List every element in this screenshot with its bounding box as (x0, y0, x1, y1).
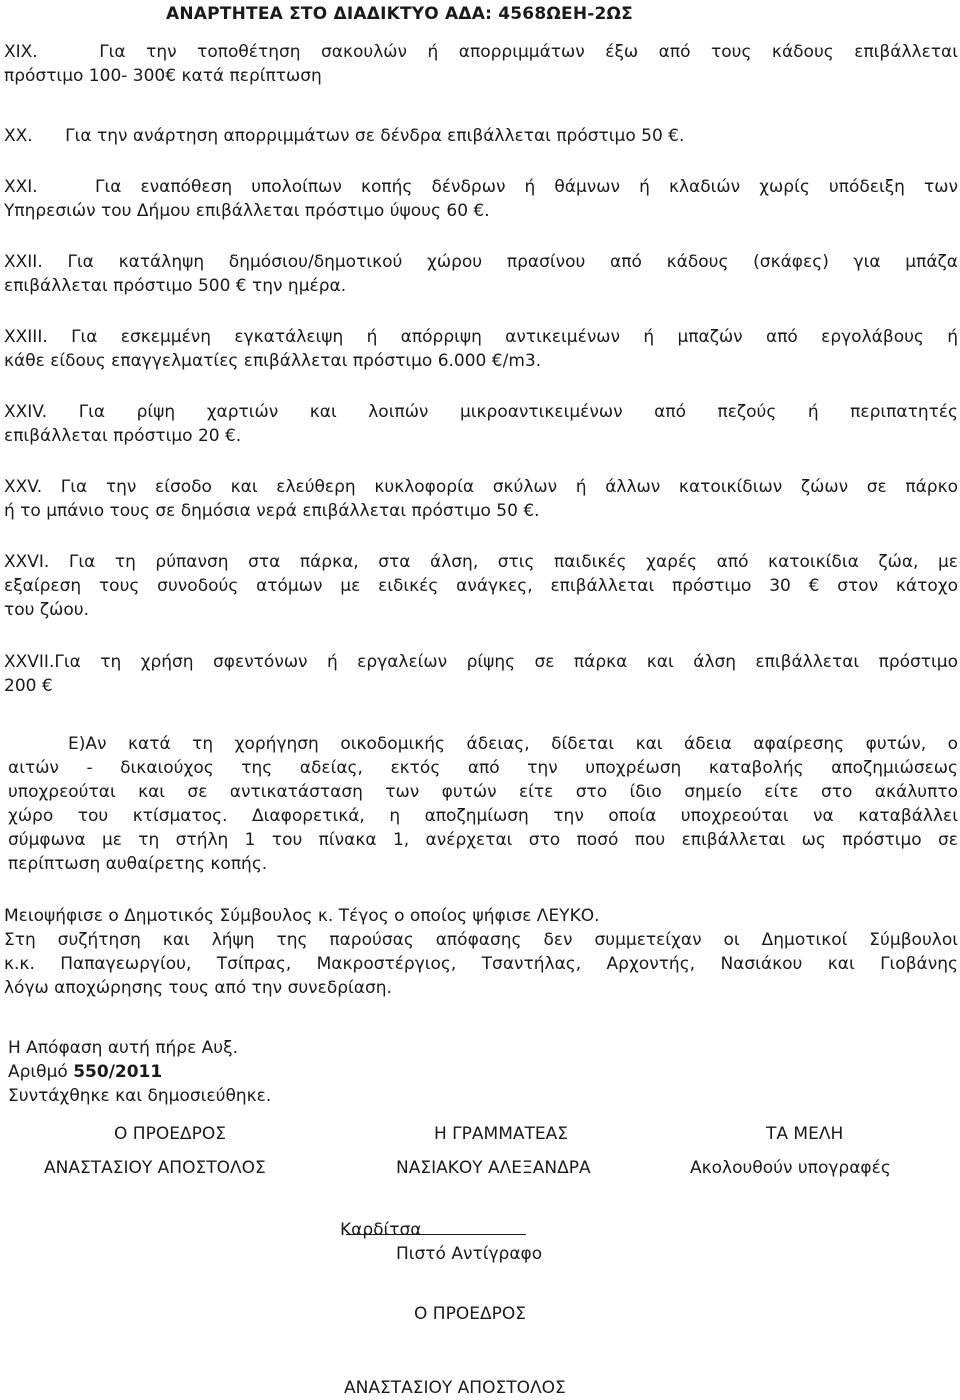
item-number: XX. (4, 126, 33, 146)
item-xix (4, 40, 958, 88)
item-text: Για ρίψη χαρτιών και λοιπών μικροαντικειμένων από πεζούς ή περιπατητές (78, 402, 959, 422)
members-note: Ακολουθούν υπογραφές (690, 1158, 891, 1178)
item-xx (4, 124, 958, 148)
item-xxv (4, 475, 958, 523)
item-number: XXII. (4, 252, 43, 272)
paragraph-e-line3: υποχρεούται και σε αντικατάσταση των φυτών είτε στο ίδιο σημείο είτε στο ακάλυπτο (8, 782, 958, 802)
item-xxiii-line2: κάθε είδους επαγγελματίες επιβάλλεται πρόστιμο 6.000 €/m3. (4, 351, 542, 371)
paragraph-e-line2: αιτών - δικαιούχος της αδείας, εκτός από την υποχρέωση καταβολής αποζημιώσεως (8, 758, 958, 778)
paragraph-e-line6: περίπτωση αυθαίρετης κοπής. (8, 854, 268, 874)
certification-title: Ο ΠΡΟΕΔΡΟΣ (414, 1304, 526, 1324)
item-xxvi-line3: του ζώου. (4, 600, 89, 620)
item-number: XXVI. (4, 552, 50, 572)
vote-line4: λόγω αποχώρησης τους από την συνεδρίαση. (4, 978, 392, 998)
item-xxiv-line2: επιβάλλεται πρόστιμο 20 €. (4, 426, 242, 446)
document-header: ΑΝΑΡΤΗΤΕΑ ΣΤΟ ΔΙΑΔΙΚΤΥΟ ΑΔΑ: 4568ΩΕΗ-2ΩΣ (166, 4, 633, 24)
item-xx-line1 (4, 124, 958, 148)
item-xxvi-line2: εξαίρεση τους συνοδούς ατόμων με ειδικές ανάγκες, επιβάλλεται πρόστιμο 30 € στον κάτοχο (4, 576, 958, 596)
item-number: XXIV. (4, 402, 48, 422)
item-text: Για την τοποθέτηση σακουλών ή απορριμμάτων έξω από τους κάδους επιβάλλεται (99, 42, 958, 62)
item-text: Για τη χρήση σφεντόνων ή εργαλείων ρίψης σε πάρκα και άλση επιβάλλεται πρόστιμο (54, 652, 958, 672)
item-text: Για εναπόθεση υπολοίπων κοπής δένδρων ή θάμνων ή κλαδιών χωρίς υπόδειξη των (94, 177, 958, 197)
item-xxi-line2: Υπηρεσιών του Δήμου επιβάλλεται πρόστιμο ύψους 60 €. (4, 201, 490, 221)
item-xix-line1 (4, 40, 958, 64)
item-text: Για την ανάρτηση απορριμμάτων σε δένδρα επιβάλλεται πρόστιμο 50 €. (65, 126, 685, 146)
decision-number-label: Αριθμό (8, 1062, 68, 1082)
item-xxiii (4, 325, 958, 373)
item-xxv-line1 (4, 475, 958, 499)
president-name: ΑΝΑΣΤΑΣΙΟΥ ΑΠΟΣΤΟΛΟΣ (44, 1158, 266, 1178)
vote-line2: Στη συζήτηση και λήψη της παρούσας απόφασης δεν συμμετείχαν οι Δημοτικοί Σύμβουλοι (4, 930, 958, 950)
item-xxiv (4, 400, 958, 448)
item-xxi-line1 (4, 175, 958, 199)
paragraph-e (8, 732, 958, 876)
item-xxiv-line1 (4, 400, 958, 424)
decision-number-line (8, 1060, 271, 1084)
vote-line1: Μειοψήφισε ο Δημοτικός Σύμβουλος κ. Τέγος ο οποίος ψήφισε ΛΕΥΚΟ. (4, 906, 600, 926)
item-number: XXVII. (4, 652, 55, 672)
item-xxii-line2: επιβάλλεται πρόστιμο 500 € την ημέρα. (4, 276, 347, 296)
decision-line1: Η Απόφαση αυτή πήρε Αυξ. (8, 1038, 239, 1058)
item-text: Για εσκεμμένη εγκατάλειψη ή απόρριψη αντικειμένων ή μπαζών από εργολάβους ή (71, 327, 958, 347)
item-xxiii-line1 (4, 325, 958, 349)
item-xxvii-line1 (4, 650, 958, 674)
decision-line3: Συντάχθηκε και δημοσιεύθηκε. (8, 1086, 272, 1106)
decision-block (8, 1036, 271, 1108)
certification-name: ΑΝΑΣΤΑΣΙΟΥ ΑΠΟΣΤΟΛΟΣ (344, 1378, 566, 1398)
item-xxii (4, 250, 958, 298)
paragraph-e-line1: Ε)Αν κατά τη χορήγηση οικοδομικής άδειας, δίδεται και άδεια αφαίρεσης φυτών, ο (68, 734, 958, 754)
item-xxvi (4, 550, 958, 622)
paragraph-e-line4: χώρο του κτίσματος. Διαφορετικά, η αποζημίωση την οποία υποχρεούται να καταβάλλει (8, 806, 958, 826)
item-xix-line2: πρόστιμο 100- 300€ κατά περίπτωση (4, 66, 322, 86)
secretary-name: ΝΑΣΙΑΚΟΥ ΑΛΕΞΑΝΔΡΑ (396, 1158, 591, 1178)
item-number: XXV. (4, 477, 43, 497)
certification-place: Καρδίτσα (340, 1220, 422, 1240)
item-xxvii-line2: 200 € (4, 676, 53, 696)
secretary-title: Η ΓΡΑΜΜΑΤΕΑΣ (434, 1124, 568, 1144)
president-title: Ο ΠΡΟΕΔΡΟΣ (114, 1124, 226, 1144)
vote-line3: κ.κ. Παπαγεωργίου, Τσίπρας, Μακροστέργιος, Τσαντήλας, Αρχοντής, Νασιάκου και Γιοβάνης (4, 954, 958, 974)
item-text: Για κατάληψη δημόσιου/δημοτικού χώρου πρασίνου από κάδους (σκάφες) για μπάζα (67, 252, 958, 272)
item-number: XXIII. (4, 327, 48, 347)
signature-blank-line (346, 1218, 526, 1235)
item-xxv-line2: ή το μπάνιο τους σε δημόσια νερά επιβάλλεται πρόστιμο 50 €. (4, 501, 540, 521)
decision-number-value: 550/2011 (73, 1062, 163, 1082)
item-xxvii (4, 650, 958, 698)
item-xxvi-line1 (4, 550, 958, 574)
true-copy-label: Πιστό Αντίγραφο (396, 1244, 543, 1264)
paragraph-e-line5: σύμφωνα με τη στήλη 1 του πίνακα 1, ανέρχεται στο ποσό που επιβάλλεται ως πρόστιμο σε (8, 830, 958, 850)
item-number: XXI. (4, 177, 38, 197)
vote-paragraph (4, 904, 958, 1000)
item-text: Για τη ρύπανση στα πάρκα, στα άλση, στις παιδικές χαρές από κατοικίδια ζώα, με (68, 552, 958, 572)
members-title: ΤΑ ΜΕΛΗ (766, 1124, 844, 1144)
item-xxi (4, 175, 958, 223)
item-xxii-line1 (4, 250, 958, 274)
item-text: Για την είσοδο και ελεύθερη κυκλοφορία σκύλων ή άλλων κατοικίδιων ζώων σε πάρκο (60, 477, 958, 497)
item-number: XIX. (4, 42, 38, 62)
